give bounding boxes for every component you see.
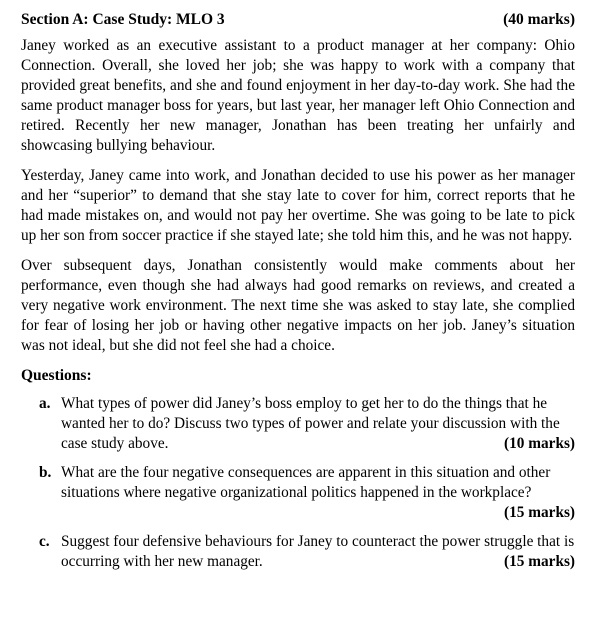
question-marks: (15 marks): [504, 553, 575, 570]
case-paragraph-3: Over subsequent days, Jonathan consistently would make comments about her performance, even though she had always had good remarks on reviews, and created a very negative work environment. The next time she was asked to stay late, she complied for fear of losing her job or having other negative impacts on her job. Janey’s situation was not ideal, but she did not feel she had a choice.: [21, 257, 575, 354]
question-body: [61, 463, 575, 523]
section-marks: (40 marks): [503, 11, 575, 28]
question-marks: (15 marks): [504, 504, 575, 521]
case-paragraph-2: Yesterday, Janey came into work, and Jonathan decided to use his power as her manager and her “superior” to demand that she stay late to cover for him, correct reports that he had made mistakes on, and would not pay her overtime. She was going to be late to pick up her son from soccer practice if she stayed late; she told him this, and he was not happy.: [21, 167, 575, 244]
section-header: [21, 10, 575, 30]
case-paragraph-1: Janey worked as an executive assistant to a product manager at her company: Ohio Connection. Overall, she loved her job; she was happy to work with a company that provided great benefits, and she and found enjoyment in her day-to-day work. She had the same product manager boss for years, but last year, her manager left Ohio Connection and retired. Recently her new manager, Jonathan has been treating her unfairly and showcasing bullying behaviour.: [21, 37, 575, 154]
question-text: What are the four negative consequences are apparent in this situation and other situations where negative organizational politics happened in the workplace?: [61, 464, 551, 501]
question-body: [61, 532, 575, 572]
section-title: Section A: Case Study: MLO 3: [21, 11, 225, 28]
question-letter: b.: [39, 464, 52, 481]
question-marks: (10 marks): [504, 435, 575, 452]
questions-heading: Questions:: [21, 367, 92, 384]
question-b: [21, 463, 575, 523]
question-c: [21, 532, 575, 572]
question-letter: a.: [39, 395, 51, 412]
question-text: What types of power did Janey’s boss employ to get her to do the things that he wanted her to do? Discuss two types of power and relate your discussion with the case study above.: [61, 395, 560, 452]
question-a: [21, 394, 575, 454]
question-text: Suggest four defensive behaviours for Janey to counteract the power struggle that is occurring with her new manager.: [61, 533, 575, 570]
question-letter: c.: [39, 533, 50, 550]
question-body: [61, 394, 575, 454]
